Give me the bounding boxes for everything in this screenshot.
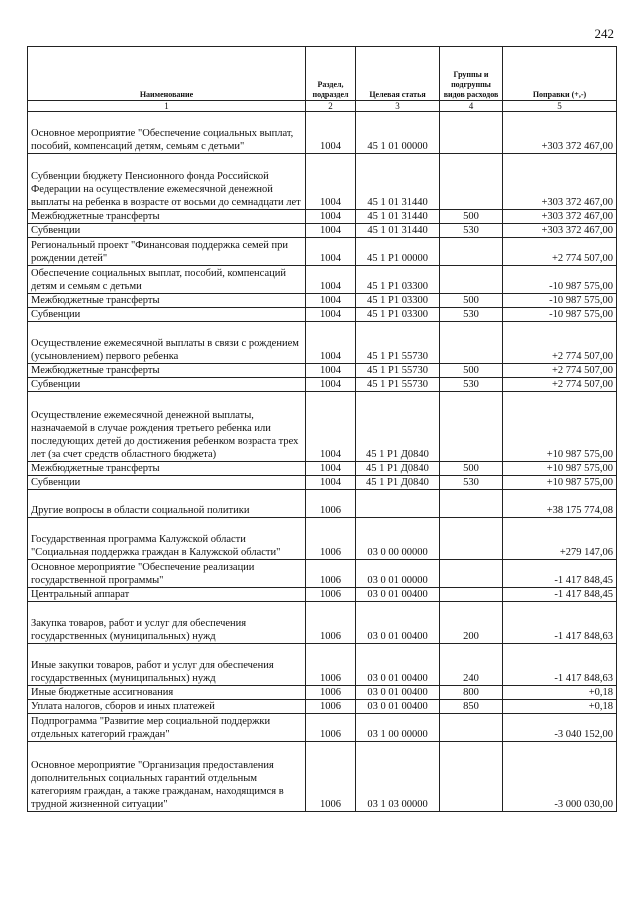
row-amount: -1 417 848,63	[503, 602, 617, 644]
row-section: 1006	[306, 588, 356, 602]
row-group-code	[440, 518, 503, 560]
row-amount: +0,18	[503, 700, 617, 714]
row-name: Межбюджетные трансферты	[28, 462, 306, 476]
table-row	[28, 742, 617, 812]
row-group-code	[440, 588, 503, 602]
row-section: 1004	[306, 392, 356, 462]
row-target-code: 45 1 P1 Д0840	[356, 392, 440, 462]
row-section: 1006	[306, 490, 356, 518]
row-group-code: 500	[440, 294, 503, 308]
row-group-code: 500	[440, 462, 503, 476]
row-name: Иные закупки товаров, работ и услуг для обеспечения государственных (муниципальных) нужд	[28, 644, 306, 686]
row-section: 1006	[306, 714, 356, 742]
column-number: 2	[306, 101, 356, 112]
row-group-code	[440, 560, 503, 588]
row-section: 1004	[306, 224, 356, 238]
row-name: Закупка товаров, работ и услуг для обеспечения государственных (муниципальных) нужд	[28, 602, 306, 644]
table-row	[28, 490, 617, 518]
row-group-code: 530	[440, 378, 503, 392]
table-row	[28, 308, 617, 322]
row-amount: +0,18	[503, 686, 617, 700]
row-amount: -3 040 152,00	[503, 714, 617, 742]
row-name: Региональный проект "Финансовая поддержка семей при рождении детей"	[28, 238, 306, 266]
row-group-code	[440, 322, 503, 364]
row-amount: +2 774 507,00	[503, 364, 617, 378]
row-section: 1006	[306, 560, 356, 588]
row-section: 1004	[306, 112, 356, 154]
row-amount: +279 147,06	[503, 518, 617, 560]
row-amount: +2 774 507,00	[503, 322, 617, 364]
row-target-code: 45 1 01 31440	[356, 224, 440, 238]
table-row	[28, 588, 617, 602]
row-name: Осуществление ежемесячной выплаты в связи с рождением (усыновлением) первого ребенка	[28, 322, 306, 364]
row-amount: +303 372 467,00	[503, 112, 617, 154]
row-group-code: 530	[440, 476, 503, 490]
row-name: Межбюджетные трансферты	[28, 210, 306, 224]
row-group-code	[440, 238, 503, 266]
row-section: 1004	[306, 210, 356, 224]
table-row	[28, 154, 617, 210]
table-row	[28, 378, 617, 392]
page-number: 242	[594, 26, 614, 41]
row-target-code: 03 0 01 00400	[356, 686, 440, 700]
row-name: Субвенции	[28, 476, 306, 490]
row-group-code	[440, 742, 503, 812]
row-target-code: 45 1 P1 Д0840	[356, 462, 440, 476]
row-group-code: 800	[440, 686, 503, 700]
table-row	[28, 714, 617, 742]
row-name: Уплата налогов, сборов и иных платежей	[28, 700, 306, 714]
row-name: Другие вопросы в области социальной политики	[28, 490, 306, 518]
row-section: 1004	[306, 154, 356, 210]
column-number: 3	[356, 101, 440, 112]
row-group-code: 500	[440, 210, 503, 224]
row-section: 1004	[306, 476, 356, 490]
row-amount: -1 417 848,63	[503, 644, 617, 686]
row-section: 1004	[306, 266, 356, 294]
header-section: Раздел, подраздел	[306, 47, 356, 101]
row-group-code	[440, 112, 503, 154]
row-amount: -3 000 030,00	[503, 742, 617, 812]
row-name: Субвенции бюджету Пенсионного фонда Российской Федерации на осуществление ежемесячной денежной выплаты на ребенка в возрасте от восьми до семнадцати лет	[28, 154, 306, 210]
table-row	[28, 210, 617, 224]
table-row	[28, 462, 617, 476]
row-group-code	[440, 392, 503, 462]
row-amount: +10 987 575,00	[503, 476, 617, 490]
row-target-code	[356, 490, 440, 518]
table-row	[28, 238, 617, 266]
column-number: 5	[503, 101, 617, 112]
row-amount: +38 175 774,08	[503, 490, 617, 518]
column-number: 1	[28, 101, 306, 112]
row-target-code: 45 1 P1 55730	[356, 364, 440, 378]
row-name: Субвенции	[28, 378, 306, 392]
row-section: 1006	[306, 700, 356, 714]
header-target: Целевая статья	[356, 47, 440, 101]
row-target-code: 03 1 00 00000	[356, 714, 440, 742]
row-name: Основное мероприятие "Обеспечение социальных выплат, пособий, компенсаций детям, семьям с детьми"	[28, 112, 306, 154]
header-row	[28, 47, 617, 101]
header-group: Группы и подгруппы видов расходов	[440, 47, 503, 101]
table-row	[28, 700, 617, 714]
row-group-code	[440, 154, 503, 210]
row-name: Основное мероприятие "Организация предоставления дополнительных социальных гарантий отдельным категориям граждан, а также гражданам, находящимся в трудной жизненной ситуации"	[28, 742, 306, 812]
row-name: Основное мероприятие "Обеспечение реализации государственной программы"	[28, 560, 306, 588]
row-name: Субвенции	[28, 308, 306, 322]
row-target-code: 03 0 00 00000	[356, 518, 440, 560]
column-number: 4	[440, 101, 503, 112]
row-name: Обеспечение социальных выплат, пособий, компенсаций детям и семьям с детьми	[28, 266, 306, 294]
row-amount: +303 372 467,00	[503, 210, 617, 224]
table-row	[28, 518, 617, 560]
row-name: Центральный аппарат	[28, 588, 306, 602]
row-group-code: 530	[440, 224, 503, 238]
row-group-code: 200	[440, 602, 503, 644]
row-section: 1004	[306, 308, 356, 322]
row-name: Субвенции	[28, 224, 306, 238]
budget-amendments-table	[27, 46, 617, 812]
row-amount: +2 774 507,00	[503, 238, 617, 266]
table-row	[28, 644, 617, 686]
row-target-code: 03 0 01 00400	[356, 602, 440, 644]
row-amount: -10 987 575,00	[503, 266, 617, 294]
header-amount: Поправки (+,-)	[503, 47, 617, 101]
table-row	[28, 686, 617, 700]
row-group-code: 850	[440, 700, 503, 714]
row-group-code: 530	[440, 308, 503, 322]
row-section: 1006	[306, 518, 356, 560]
row-target-code: 03 0 01 00400	[356, 588, 440, 602]
row-amount: +303 372 467,00	[503, 154, 617, 210]
row-section: 1004	[306, 364, 356, 378]
row-group-code: 500	[440, 364, 503, 378]
row-name: Подпрограмма "Развитие мер социальной поддержки отдельных категорий граждан"	[28, 714, 306, 742]
row-target-code: 45 1 01 31440	[356, 154, 440, 210]
row-target-code: 45 1 P1 00000	[356, 238, 440, 266]
row-section: 1006	[306, 686, 356, 700]
row-target-code: 45 1 P1 Д0840	[356, 476, 440, 490]
row-target-code: 45 1 P1 03300	[356, 294, 440, 308]
row-section: 1004	[306, 378, 356, 392]
table-row	[28, 322, 617, 364]
table-row	[28, 266, 617, 294]
row-target-code: 45 1 01 31440	[356, 210, 440, 224]
table-body	[28, 112, 617, 812]
row-amount: +2 774 507,00	[503, 378, 617, 392]
row-section: 1004	[306, 462, 356, 476]
header-name: Наименование	[28, 47, 306, 101]
table-row	[28, 392, 617, 462]
table-row	[28, 560, 617, 588]
row-name: Межбюджетные трансферты	[28, 364, 306, 378]
row-section: 1006	[306, 602, 356, 644]
column-number-row	[28, 101, 617, 112]
row-target-code: 45 1 P1 55730	[356, 322, 440, 364]
row-target-code: 45 1 P1 03300	[356, 266, 440, 294]
row-target-code: 45 1 P1 55730	[356, 378, 440, 392]
row-name: Межбюджетные трансферты	[28, 294, 306, 308]
row-section: 1004	[306, 322, 356, 364]
row-section: 1004	[306, 294, 356, 308]
row-amount: +10 987 575,00	[503, 392, 617, 462]
row-group-code	[440, 714, 503, 742]
row-group-code: 240	[440, 644, 503, 686]
row-group-code	[440, 490, 503, 518]
row-target-code: 03 0 01 00400	[356, 700, 440, 714]
row-amount: +10 987 575,00	[503, 462, 617, 476]
table-row	[28, 112, 617, 154]
row-amount: +303 372 467,00	[503, 224, 617, 238]
row-target-code: 45 1 P1 03300	[356, 308, 440, 322]
row-amount: -1 417 848,45	[503, 588, 617, 602]
row-name: Государственная программа Калужской области "Социальная поддержка граждан в Калужской области"	[28, 518, 306, 560]
row-name: Иные бюджетные ассигнования	[28, 686, 306, 700]
row-name: Осуществление ежемесячной денежной выплаты, назначаемой в случае рождения третьего ребенка или последующих детей до достижения ребенком возраста трех лет (за счет средств областного бюджета)	[28, 392, 306, 462]
table-row	[28, 602, 617, 644]
row-amount: -10 987 575,00	[503, 294, 617, 308]
row-target-code: 03 0 01 00400	[356, 644, 440, 686]
row-section: 1006	[306, 742, 356, 812]
row-target-code: 03 1 03 00000	[356, 742, 440, 812]
table-row	[28, 294, 617, 308]
table-row	[28, 224, 617, 238]
row-target-code: 03 0 01 00000	[356, 560, 440, 588]
row-section: 1004	[306, 238, 356, 266]
table-row	[28, 476, 617, 490]
row-group-code	[440, 266, 503, 294]
table-row	[28, 364, 617, 378]
row-target-code: 45 1 01 00000	[356, 112, 440, 154]
row-amount: -1 417 848,45	[503, 560, 617, 588]
row-section: 1006	[306, 644, 356, 686]
row-amount: -10 987 575,00	[503, 308, 617, 322]
